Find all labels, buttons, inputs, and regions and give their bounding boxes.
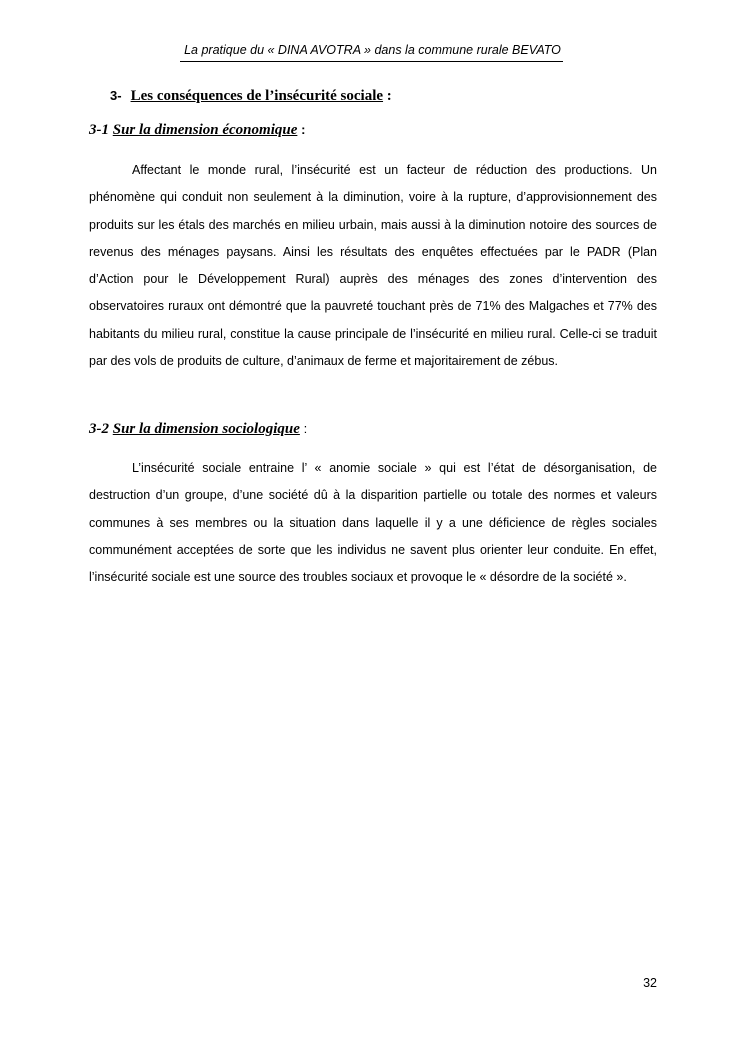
section-number: 3- [110, 88, 122, 103]
section-colon: : [386, 88, 392, 104]
running-header: La pratique du « DINA AVOTRA » dans la commune rurale BEVATO [184, 43, 561, 57]
subsection-number: 3-1 [89, 122, 109, 138]
paragraph-economique: Affectant le monde rural, l’insécurité est un facteur de réduction des productions. Un phénomène qui conduit non seulement à la diminution, voire à la rupture, d’approvisionnement des produits sur les étals des marchés en milieu urbain, mais aussi à la diminution notoire des sources de revenus des ménages paysans. Ainsi les résultats des enquêtes effectuées par le PADR (Plan d’Action pour le Développement Rural) auprès des ménages des zones d’intervention des observatoires ruraux ont démontré que la pauvreté touchant près de 71% des Malgaches et 77% des habitants du milieu rural, constitue la cause principale de l’insécurité en milieu rural. Celle-ci se traduit par des vols de produits de culture, d’animaux de ferme et majoritairement de zébus. [89, 163, 657, 369]
subsection-colon: : [303, 421, 308, 436]
subsection-heading-economique [89, 122, 305, 139]
section-title: Les conséquences de l’insécurité sociale [130, 88, 384, 104]
paragraph-sociologique: L’insécurité sociale entraine l’ « anomie sociale » qui est l’état de désorganisation, de destruction d’un groupe, d’une société dû à la disparition partielle ou totale des normes et valeurs communes à ses membres ou la situation dans laquelle il y a une déficience de règles sociales communément acceptées de sorte que les individus ne savent plus orienter leur conduite. En effet, l’insécurité sociale est une source des troubles sociaux et provoque le « désordre de la société ». [89, 461, 657, 585]
subsection-title: Sur la dimension économique [112, 122, 298, 138]
header-underline [180, 61, 563, 62]
subsection-heading-sociologique [89, 421, 307, 438]
subsection-title: Sur la dimension sociologique [112, 421, 300, 437]
page-number: 32 [643, 976, 657, 990]
subsection-number: 3-2 [89, 421, 109, 437]
section-heading [110, 88, 392, 105]
subsection-colon: : [301, 122, 306, 137]
